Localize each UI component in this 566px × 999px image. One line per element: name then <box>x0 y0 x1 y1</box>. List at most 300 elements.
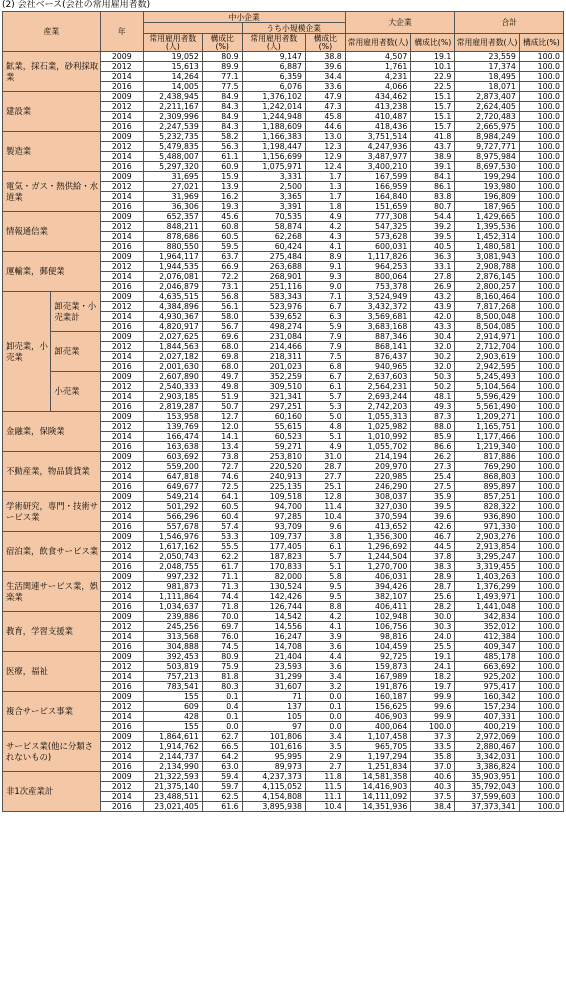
value-cell: 4.2 <box>306 222 346 232</box>
value-cell: 6.1 <box>306 382 346 392</box>
value-cell: 880,550 <box>143 242 202 252</box>
value-cell: 73.1 <box>202 282 242 292</box>
value-cell: 39.6 <box>411 512 455 522</box>
value-cell: 817,886 <box>455 452 519 462</box>
value-cell: 878,686 <box>143 232 202 242</box>
value-cell: 1,010,992 <box>345 432 411 442</box>
year-cell: 2014 <box>100 512 143 522</box>
table-row <box>3 172 564 182</box>
value-cell: 39.6 <box>306 62 346 72</box>
value-cell: 80.7 <box>411 202 455 212</box>
year-cell: 2009 <box>100 572 143 582</box>
header-employees: 常用雇用者数(人) <box>242 34 305 52</box>
value-cell: 1,188,609 <box>242 122 305 132</box>
table-row <box>3 252 564 262</box>
value-cell: 60,160 <box>242 412 305 422</box>
value-cell: 971,330 <box>455 522 519 532</box>
value-cell: 100.0 <box>519 192 563 202</box>
value-cell: 1,395,536 <box>455 222 519 232</box>
value-cell: 64.1 <box>202 492 242 502</box>
year-cell: 2012 <box>100 662 143 672</box>
value-cell: 100.0 <box>519 592 563 602</box>
year-cell: 2012 <box>100 462 143 472</box>
year-cell: 2012 <box>100 782 143 792</box>
industry-cell: 複合サービス事業 <box>3 692 101 732</box>
value-cell: 2,665,975 <box>455 122 519 132</box>
value-cell: 1,546,976 <box>143 532 202 542</box>
value-cell: 1,242,014 <box>242 102 305 112</box>
value-cell: 5,561,490 <box>455 402 519 412</box>
value-cell: 30.0 <box>411 612 455 622</box>
value-cell: 56.3 <box>202 142 242 152</box>
value-cell: 37.0 <box>411 762 455 772</box>
header-sme: 中小企業 <box>143 12 345 23</box>
value-cell: 59.4 <box>202 772 242 782</box>
value-cell: 11.1 <box>306 792 346 802</box>
value-cell: 412,384 <box>455 632 519 642</box>
value-cell: 102,948 <box>345 612 411 622</box>
value-cell: 2,247,539 <box>143 122 202 132</box>
value-cell: 1,761 <box>345 62 411 72</box>
value-cell: 26.2 <box>411 452 455 462</box>
value-cell: 297,251 <box>242 402 305 412</box>
value-cell: 1,429,665 <box>455 212 519 222</box>
value-cell: 70,535 <box>242 212 305 222</box>
value-cell: 566,296 <box>143 512 202 522</box>
value-cell: 99.6 <box>411 702 455 712</box>
value-cell: 130,524 <box>242 582 305 592</box>
year-cell: 2009 <box>100 172 143 182</box>
value-cell: 936,890 <box>455 512 519 522</box>
value-cell: 1,480,581 <box>455 242 519 252</box>
value-cell: 104,459 <box>345 642 411 652</box>
value-cell: 42.6 <box>411 522 455 532</box>
value-cell: 89,973 <box>242 762 305 772</box>
value-cell: 2,134,990 <box>143 762 202 772</box>
value-cell: 99.9 <box>411 692 455 702</box>
value-cell: 59.5 <box>202 242 242 252</box>
value-cell: 1,111,864 <box>143 592 202 602</box>
value-cell: 3,295,247 <box>455 552 519 562</box>
value-cell: 3,081,943 <box>455 252 519 262</box>
value-cell: 100.0 <box>519 372 563 382</box>
value-cell: 876,437 <box>345 352 411 362</box>
year-cell: 2016 <box>100 122 143 132</box>
value-cell: 12.3 <box>306 142 346 152</box>
year-cell: 2014 <box>100 632 143 642</box>
value-cell: 60.5 <box>202 232 242 242</box>
value-cell: 868,141 <box>345 342 411 352</box>
value-cell: 1,493,971 <box>455 592 519 602</box>
value-cell: 370,594 <box>345 512 411 522</box>
table-row <box>3 572 564 582</box>
year-cell: 2016 <box>100 762 143 772</box>
value-cell: 44.5 <box>411 542 455 552</box>
value-cell: 100.0 <box>519 182 563 192</box>
value-cell: 11.4 <box>306 502 346 512</box>
value-cell: 25.4 <box>411 472 455 482</box>
value-cell: 27,021 <box>143 182 202 192</box>
value-cell: 12.4 <box>306 162 346 172</box>
value-cell: 220,520 <box>242 462 305 472</box>
value-cell: 166,959 <box>345 182 411 192</box>
value-cell: 100.0 <box>519 612 563 622</box>
value-cell: 63.7 <box>202 252 242 262</box>
value-cell: 56.8 <box>202 292 242 302</box>
value-cell: 15.1 <box>411 92 455 102</box>
year-cell: 2014 <box>100 752 143 762</box>
value-cell: 100.0 <box>519 652 563 662</box>
value-cell: 409,347 <box>455 642 519 652</box>
value-cell: 0.0 <box>202 722 242 732</box>
value-cell: 71.8 <box>202 602 242 612</box>
value-cell: 2,903,619 <box>455 352 519 362</box>
value-cell: 43.3 <box>411 322 455 332</box>
value-cell: 38.8 <box>306 52 346 62</box>
year-cell: 2016 <box>100 402 143 412</box>
value-cell: 8,504,085 <box>455 322 519 332</box>
header-ratio: 構成比(%) <box>519 34 563 52</box>
value-cell: 36.3 <box>411 252 455 262</box>
value-cell: 54.4 <box>411 212 455 222</box>
year-cell: 2012 <box>100 502 143 512</box>
value-cell: 100.0 <box>519 262 563 272</box>
value-cell: 2,712,704 <box>455 342 519 352</box>
value-cell: 7.1 <box>306 292 346 302</box>
value-cell: 101,616 <box>242 742 305 752</box>
value-cell: 84.9 <box>202 92 242 102</box>
value-cell: 965,705 <box>345 742 411 752</box>
value-cell: 62.7 <box>202 732 242 742</box>
year-cell: 2012 <box>100 62 143 72</box>
value-cell: 2,908,788 <box>455 262 519 272</box>
value-cell: 313,568 <box>143 632 202 642</box>
value-cell: 7.5 <box>306 352 346 362</box>
value-cell: 37.8 <box>411 552 455 562</box>
value-cell: 583,343 <box>242 292 305 302</box>
value-cell: 1,944,535 <box>143 262 202 272</box>
value-cell: 100.0 <box>519 482 563 492</box>
value-cell: 8,160,464 <box>455 292 519 302</box>
value-cell: 39.1 <box>411 162 455 172</box>
value-cell: 268,901 <box>242 272 305 282</box>
value-cell: 3,386,824 <box>455 762 519 772</box>
value-cell: 31.0 <box>306 452 346 462</box>
value-cell: 392,453 <box>143 652 202 662</box>
value-cell: 48.1 <box>411 392 455 402</box>
value-cell: 3,895,938 <box>242 802 305 812</box>
value-cell: 4.8 <box>306 422 346 432</box>
value-cell: 240,913 <box>242 472 305 482</box>
value-cell: 2.9 <box>306 752 346 762</box>
value-cell: 72.5 <box>202 482 242 492</box>
value-cell: 163,638 <box>143 442 202 452</box>
value-cell: 100.0 <box>519 722 563 732</box>
industry-cell: 製造業 <box>3 132 101 172</box>
industry-cell: 生活関連サービス業，娯楽業 <box>3 572 101 612</box>
value-cell: 50.2 <box>411 382 455 392</box>
year-cell: 2014 <box>100 592 143 602</box>
value-cell: 100.0 <box>519 692 563 702</box>
year-cell: 2014 <box>100 432 143 442</box>
value-cell: 39.5 <box>411 232 455 242</box>
year-cell: 2009 <box>100 292 143 302</box>
year-cell: 2014 <box>100 712 143 722</box>
year-cell: 2012 <box>100 182 143 192</box>
value-cell: 100.0 <box>519 82 563 92</box>
industry-cell: 不動産業，物品賃貸業 <box>3 452 101 492</box>
value-cell: 1,270,700 <box>345 562 411 572</box>
value-cell: 86.1 <box>411 182 455 192</box>
value-cell: 2,693,244 <box>345 392 411 402</box>
value-cell: 14,111,092 <box>345 792 411 802</box>
value-cell: 5,232,735 <box>143 132 202 142</box>
value-cell: 19.1 <box>411 652 455 662</box>
value-cell: 15.7 <box>411 122 455 132</box>
value-cell: 1,055,702 <box>345 442 411 452</box>
value-cell: 72.7 <box>202 462 242 472</box>
year-cell: 2012 <box>100 342 143 352</box>
year-cell: 2016 <box>100 522 143 532</box>
value-cell: 45.6 <box>202 212 242 222</box>
value-cell: 59.7 <box>202 782 242 792</box>
value-cell: 100.0 <box>519 222 563 232</box>
year-cell: 2014 <box>100 672 143 682</box>
industry-cell: 非1次産業計 <box>3 772 101 812</box>
value-cell: 139,769 <box>143 422 202 432</box>
value-cell: 57.4 <box>202 522 242 532</box>
value-cell: 413,652 <box>345 522 411 532</box>
value-cell: 7.9 <box>306 342 346 352</box>
value-cell: 3.4 <box>306 732 346 742</box>
value-cell: 35.9 <box>411 492 455 502</box>
value-cell: 55,615 <box>242 422 305 432</box>
value-cell: 62,268 <box>242 232 305 242</box>
value-cell: 58.2 <box>202 132 242 142</box>
value-cell: 100.0 <box>519 622 563 632</box>
value-cell: 100.0 <box>519 362 563 372</box>
value-cell: 74.6 <box>202 472 242 482</box>
value-cell: 5,245,493 <box>455 372 519 382</box>
year-cell: 2009 <box>100 532 143 542</box>
value-cell: 1,197,294 <box>345 752 411 762</box>
value-cell: 2,913,854 <box>455 542 519 552</box>
value-cell: 4,115,052 <box>242 782 305 792</box>
value-cell: 4.3 <box>306 232 346 242</box>
header-large: 大企業 <box>345 12 455 34</box>
value-cell: 13.9 <box>202 182 242 192</box>
value-cell: 239,886 <box>143 612 202 622</box>
value-cell: 2,624,405 <box>455 102 519 112</box>
table-row <box>3 372 564 382</box>
value-cell: 100.0 <box>519 492 563 502</box>
value-cell: 160,342 <box>455 692 519 702</box>
value-cell: 1,914,762 <box>143 742 202 752</box>
value-cell: 100.0 <box>519 432 563 442</box>
value-cell: 43.2 <box>411 292 455 302</box>
year-cell: 2009 <box>100 212 143 222</box>
value-cell: 77.5 <box>202 82 242 92</box>
value-cell: 25.1 <box>306 482 346 492</box>
value-cell: 753,378 <box>345 282 411 292</box>
value-cell: 32.0 <box>411 342 455 352</box>
value-cell: 85.9 <box>411 432 455 442</box>
value-cell: 7,817,268 <box>455 302 519 312</box>
value-cell: 69.7 <box>202 622 242 632</box>
value-cell: 100.0 <box>519 92 563 102</box>
value-cell: 2.7 <box>306 762 346 772</box>
value-cell: 193,980 <box>455 182 519 192</box>
value-cell: 58.0 <box>202 312 242 322</box>
value-cell: 201,023 <box>242 362 305 372</box>
value-cell: 321,341 <box>242 392 305 402</box>
value-cell: 1.7 <box>306 192 346 202</box>
value-cell: 100.0 <box>519 582 563 592</box>
value-cell: 19.7 <box>411 682 455 692</box>
value-cell: 4,066 <box>345 82 411 92</box>
value-cell: 153,958 <box>143 412 202 422</box>
value-cell: 31,695 <box>143 172 202 182</box>
value-cell: 9,147 <box>242 52 305 62</box>
value-cell: 3.6 <box>306 642 346 652</box>
value-cell: 155 <box>143 692 202 702</box>
header-ratio: 構成比(%) <box>202 34 242 52</box>
value-cell: 2,637,603 <box>345 372 411 382</box>
value-cell: 13.0 <box>306 132 346 142</box>
value-cell: 6,359 <box>242 72 305 82</box>
value-cell: 61.7 <box>202 562 242 572</box>
value-cell: 100.0 <box>519 302 563 312</box>
value-cell: 263,688 <box>242 262 305 272</box>
value-cell: 39.5 <box>411 502 455 512</box>
value-cell: 413,238 <box>345 102 411 112</box>
value-cell: 6.7 <box>306 302 346 312</box>
value-cell: 100.0 <box>519 782 563 792</box>
value-cell: 0.1 <box>202 712 242 722</box>
value-cell: 75.9 <box>202 662 242 672</box>
value-cell: 21,322,593 <box>143 772 202 782</box>
value-cell: 10.1 <box>411 62 455 72</box>
value-cell: 27.7 <box>306 472 346 482</box>
value-cell: 44.6 <box>306 122 346 132</box>
year-cell: 2016 <box>100 362 143 372</box>
value-cell: 2,144,737 <box>143 752 202 762</box>
value-cell: 400,064 <box>345 722 411 732</box>
year-cell: 2016 <box>100 802 143 812</box>
value-cell: 304,888 <box>143 642 202 652</box>
year-cell: 2009 <box>100 132 143 142</box>
value-cell: 1,964,117 <box>143 252 202 262</box>
value-cell: 86.6 <box>411 442 455 452</box>
value-cell: 45.8 <box>306 112 346 122</box>
value-cell: 498,274 <box>242 322 305 332</box>
value-cell: 160,187 <box>345 692 411 702</box>
value-cell: 1,034,637 <box>143 602 202 612</box>
value-cell: 434,462 <box>345 92 411 102</box>
industry-cell: サービス業(他に分類されないもの) <box>3 732 101 772</box>
value-cell: 87.3 <box>411 412 455 422</box>
value-cell: 0.0 <box>306 692 346 702</box>
employment-table <box>2 11 564 812</box>
value-cell: 1,244,504 <box>345 552 411 562</box>
value-cell: 428 <box>143 712 202 722</box>
year-cell: 2012 <box>100 742 143 752</box>
value-cell: 100.0 <box>519 112 563 122</box>
table-row <box>3 212 564 222</box>
value-cell: 4.2 <box>306 612 346 622</box>
value-cell: 100.0 <box>519 602 563 612</box>
value-cell: 382,107 <box>345 592 411 602</box>
value-cell: 4,635,515 <box>143 292 202 302</box>
value-cell: 55.5 <box>202 542 242 552</box>
value-cell: 14,556 <box>242 622 305 632</box>
value-cell: 12.0 <box>202 422 242 432</box>
year-cell: 2016 <box>100 482 143 492</box>
value-cell: 14.1 <box>202 432 242 442</box>
value-cell: 1,198,447 <box>242 142 305 152</box>
value-cell: 63.0 <box>202 762 242 772</box>
value-cell: 2,742,203 <box>345 402 411 412</box>
value-cell: 100.0 <box>519 62 563 72</box>
value-cell: 2,942,595 <box>455 362 519 372</box>
value-cell: 246,290 <box>345 482 411 492</box>
value-cell: 5.8 <box>306 572 346 582</box>
value-cell: 100.0 <box>519 552 563 562</box>
value-cell: 600,031 <box>345 242 411 252</box>
value-cell: 603,692 <box>143 452 202 462</box>
value-cell: 100.0 <box>519 132 563 142</box>
value-cell: 7.9 <box>306 332 346 342</box>
value-cell: 199,294 <box>455 172 519 182</box>
value-cell: 177,405 <box>242 542 305 552</box>
value-cell: 100.0 <box>519 472 563 482</box>
value-cell: 15.7 <box>411 102 455 112</box>
value-cell: 64.2 <box>202 752 242 762</box>
value-cell: 137 <box>242 702 305 712</box>
value-cell: 33.5 <box>411 742 455 752</box>
value-cell: 18.2 <box>411 672 455 682</box>
value-cell: 220,985 <box>345 472 411 482</box>
value-cell: 3,391 <box>242 202 305 212</box>
header-employees: 常用雇用者数(人) <box>143 34 202 52</box>
table-row <box>3 652 564 662</box>
value-cell: 25.6 <box>411 592 455 602</box>
year-cell: 2016 <box>100 322 143 332</box>
value-cell: 895,897 <box>455 482 519 492</box>
value-cell: 2,027,625 <box>143 332 202 342</box>
value-cell: 82,000 <box>242 572 305 582</box>
value-cell: 100.0 <box>519 452 563 462</box>
value-cell: 100.0 <box>519 562 563 572</box>
value-cell: 170,833 <box>242 562 305 572</box>
value-cell: 418,436 <box>345 122 411 132</box>
value-cell: 0.0 <box>306 712 346 722</box>
value-cell: 777,308 <box>345 212 411 222</box>
value-cell: 100.0 <box>519 702 563 712</box>
value-cell: 4,820,917 <box>143 322 202 332</box>
value-cell: 53.3 <box>202 532 242 542</box>
value-cell: 2,873,407 <box>455 92 519 102</box>
value-cell: 50.3 <box>411 372 455 382</box>
value-cell: 975,417 <box>455 682 519 692</box>
value-cell: 757,213 <box>143 672 202 682</box>
value-cell: 0.0 <box>306 722 346 732</box>
year-cell: 2016 <box>100 282 143 292</box>
year-cell: 2016 <box>100 722 143 732</box>
value-cell: 4,930,367 <box>143 312 202 322</box>
value-cell: 60.9 <box>202 162 242 172</box>
value-cell: 100.0 <box>519 312 563 322</box>
